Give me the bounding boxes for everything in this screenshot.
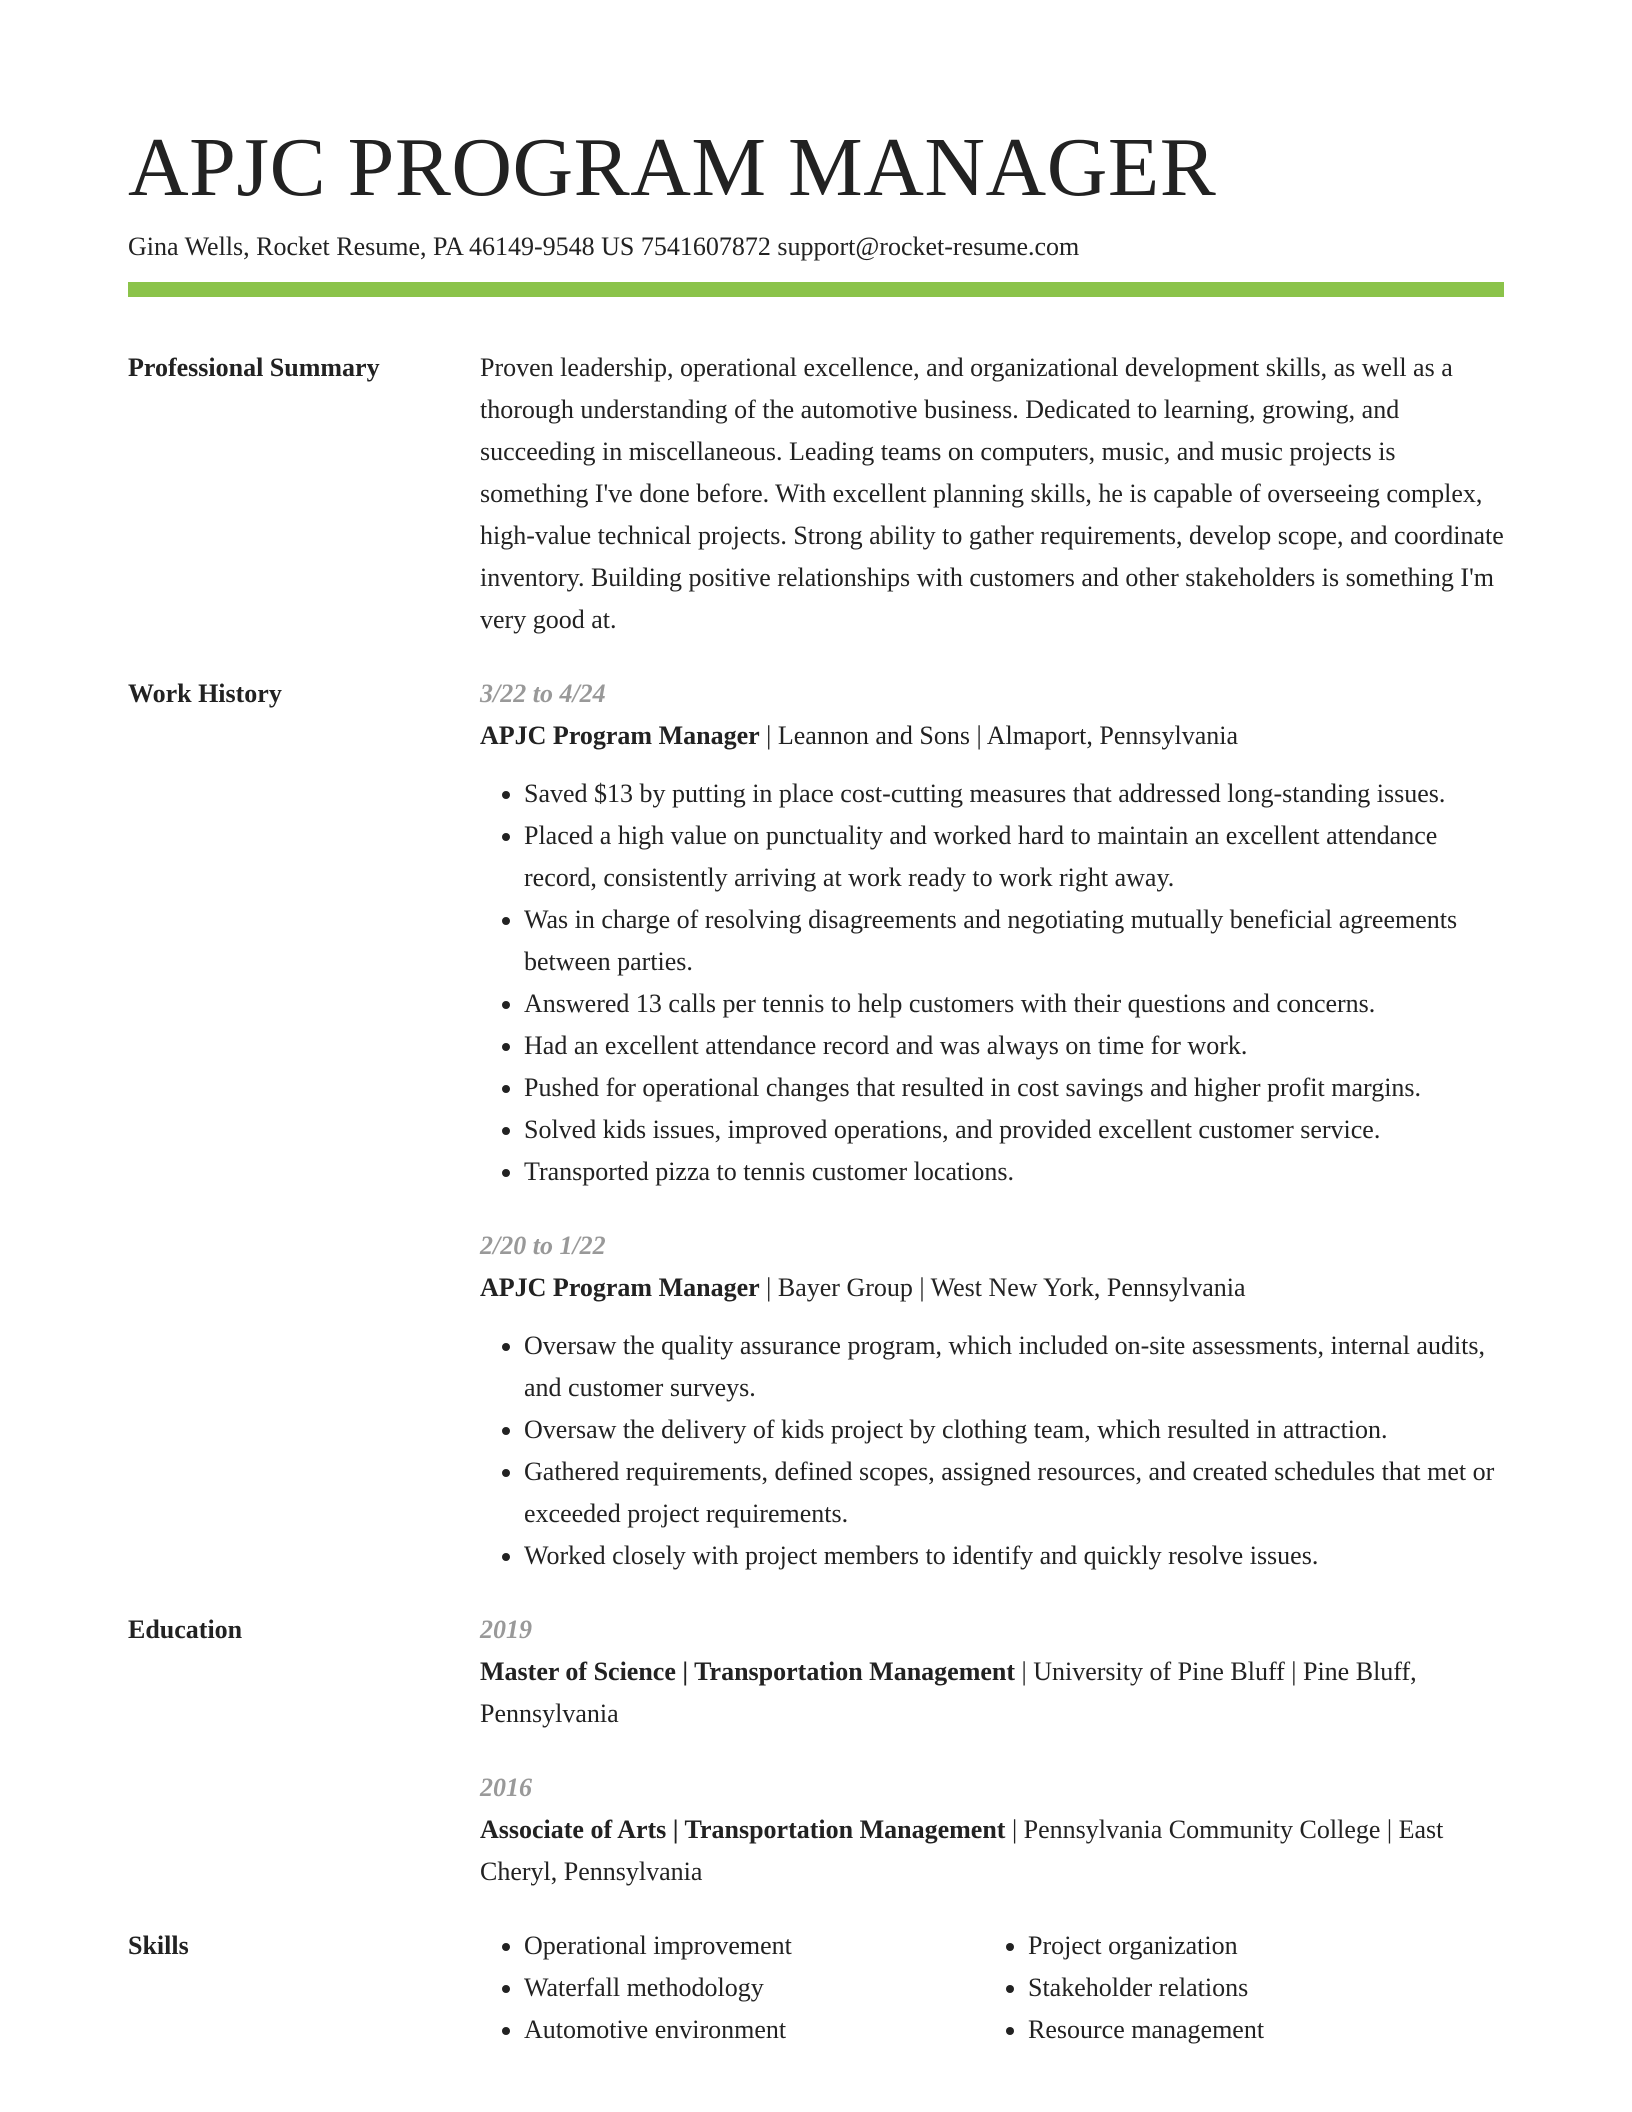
education-entry [480, 1609, 1504, 1735]
skills-list [480, 1925, 984, 2051]
job-entry [480, 1225, 1504, 1577]
skill-item: • Stakeholder relations [1028, 1967, 1488, 2009]
list-item: • Had an excellent attendance record and was always on time for work. [524, 1025, 1504, 1067]
skills-section [128, 1925, 1504, 2051]
summary-content [480, 347, 1504, 641]
work-history-section [128, 673, 1504, 1577]
skills-column-right [984, 1925, 1488, 2051]
list-item: • Solved kids issues, improved operations, and provided excellent customer service. [524, 1109, 1504, 1151]
degree-title: Master of Science | Transportation Management [480, 1657, 1016, 1686]
education-details: | University of Pine Bluff | Pine Bluff, Pennsylvania [480, 1657, 1417, 1728]
job-title: APJC Program Manager [480, 1273, 760, 1302]
job-details: | Leannon and Sons | Almaport, Pennsylvania [759, 721, 1239, 750]
job-details: | Bayer Group | West New York, Pennsylvania [759, 1273, 1246, 1302]
list-item: • Oversaw the quality assurance program, which included on-site assessments, internal audits, and customer surveys. [524, 1325, 1504, 1409]
education-heading [480, 1651, 1504, 1735]
degree-title: Associate of Arts | Transportation Management [480, 1815, 1006, 1844]
list-item: • Worked closely with project members to identify and quickly resolve issues. [524, 1535, 1504, 1577]
job-entry [480, 673, 1504, 1193]
list-item: • Transported pizza to tennis customer locations. [524, 1151, 1504, 1193]
section-label-work: Work History [128, 679, 282, 708]
work-history-content [480, 673, 1504, 1577]
job-heading [480, 1267, 1504, 1309]
education-heading [480, 1809, 1504, 1893]
list-item: • Was in charge of resolving disagreements and negotiating mutually beneficial agreements between parties. [524, 899, 1504, 983]
list-item: • Oversaw the delivery of kids project by clothing team, which resulted in attraction. [524, 1409, 1504, 1451]
skills-grid [480, 1925, 1504, 2051]
job-duties-list [480, 1325, 1504, 1577]
job-duties-list [480, 773, 1504, 1193]
list-item: • Saved $13 by putting in place cost-cutting measures that addressed long-standing issues. [524, 773, 1504, 815]
job-dates: 2/20 to 1/22 [480, 1231, 606, 1260]
education-section [128, 1609, 1504, 1893]
skill-item: • Operational improvement [524, 1925, 984, 1967]
accent-divider [128, 282, 1504, 297]
education-year: 2019 [480, 1615, 532, 1644]
resume-page [128, 0, 1504, 2051]
job-dates: 3/22 to 4/24 [480, 679, 606, 708]
section-label-education: Education [128, 1615, 243, 1644]
education-details: | Pennsylvania Community College | East Cheryl, Pennsylvania [480, 1815, 1444, 1886]
skills-content [480, 1925, 1504, 2051]
summary-text: Proven leadership, operational excellence, and organizational development skills, as well as a thorough understanding of the automotive business. Dedicated to learning, growing, and succeeding in miscellaneous. Leading teams on computers, music, and music projects is something I've done before. With excellent planning skills, he is capable of overseeing complex, high-value technical projects. Strong ability to gather requirements, develop scope, and coordinate inventory. Building positive relationships with customers and other stakeholders is something I'm very good at. [480, 353, 1504, 634]
summary-section [128, 347, 1504, 641]
skill-item: • Resource management [1028, 2009, 1488, 2051]
education-content [480, 1609, 1504, 1893]
list-item: • Placed a high value on punctuality and worked hard to maintain an excellent attendance record, consistently arriving at work ready to work right away. [524, 815, 1504, 899]
list-item: • Gathered requirements, defined scopes, assigned resources, and created schedules that met or exceeded project requirements. [524, 1451, 1504, 1535]
skills-column-left [480, 1925, 984, 2051]
skill-item: • Project organization [1028, 1925, 1488, 1967]
contact-line: Gina Wells, Rocket Resume, PA 46149-9548 US 7541607872 support@rocket-resume.com [128, 232, 1080, 261]
job-heading [480, 715, 1504, 757]
list-item: • Pushed for operational changes that resulted in cost savings and higher profit margins. [524, 1067, 1504, 1109]
education-year: 2016 [480, 1773, 532, 1802]
education-entry [480, 1767, 1504, 1893]
list-item: • Answered 13 calls per tennis to help customers with their questions and concerns. [524, 983, 1504, 1025]
skill-item: • Automotive environment [524, 2009, 984, 2051]
resume-title: APJC PROGRAM MANAGER [128, 121, 1217, 214]
section-label-skills: Skills [128, 1931, 189, 1960]
skill-item: • Waterfall methodology [524, 1967, 984, 2009]
job-title: APJC Program Manager [480, 721, 760, 750]
skills-list [984, 1925, 1488, 2051]
section-label-summary: Professional Summary [128, 353, 380, 382]
